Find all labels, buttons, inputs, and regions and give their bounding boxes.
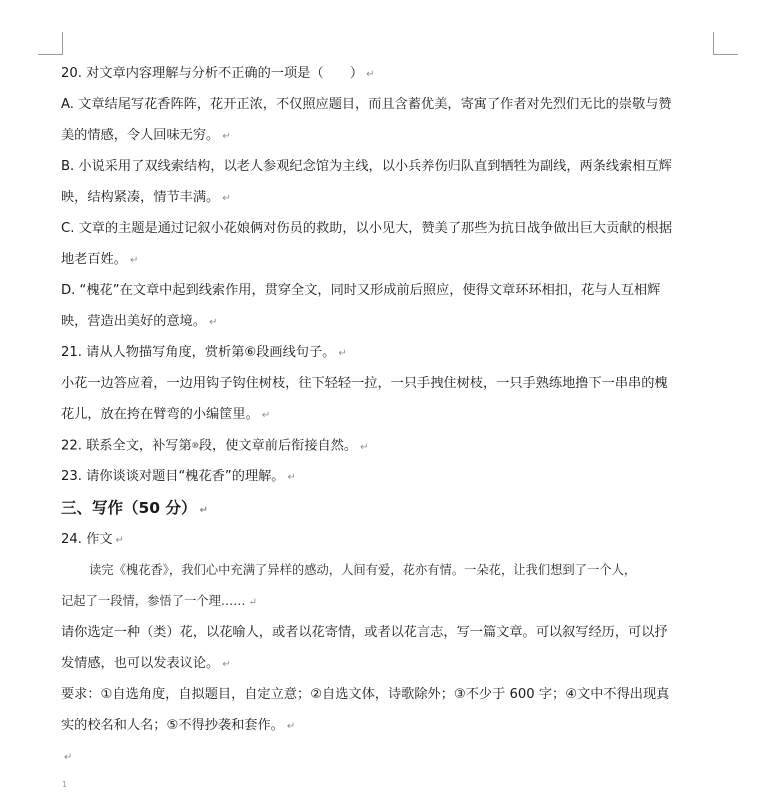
q20-option-a-line1: A. 文章结尾写花香阵阵，花开正浓，不仅照应题目，而且含蓄优美，寄寓了作者对先烈们无比的崇敬与赞 [61, 97, 672, 112]
paragraph-mark-icon: ↵ [222, 659, 231, 670]
q24-prompt-line2: 记起了一段情，参悟了一个理…… ↵ [61, 594, 257, 608]
paragraph-mark-icon: ↵ [338, 348, 347, 359]
q21-passage-line2: 花儿，放在挎在臂弯的小编筐里。 ↵ [61, 407, 271, 422]
paragraph-mark-icon: ↵ [199, 505, 208, 516]
paragraph-mark-icon: ↵ [287, 472, 296, 483]
q20-option-b-line2: 映，结构紧凑，情节丰满。 ↵ [61, 190, 231, 205]
q24-prompt-line1: 读完《槐花香》，我们心中充满了异样的感动，人间有爱，花亦有情。一朵花，让我们想到了一个人， [89, 563, 637, 577]
page-corner-top-left [38, 32, 63, 55]
paragraph-mark-icon: ↵ [64, 752, 73, 763]
q20-stem: 20. 对文章内容理解与分析不正确的一项是（ ） ↵ [61, 66, 375, 81]
q20-option-d-line2: 映，营造出美好的意境。 ↵ [61, 314, 218, 329]
paragraph-mark-icon: ↵ [261, 410, 271, 421]
q20-option-a-line2: 美的情感，令人回味无穷。 ↵ [61, 128, 231, 143]
empty-paragraph [61, 741, 721, 772]
paragraph-mark-icon: ↵ [360, 441, 369, 453]
q21-stem: 21. 请从人物描写角度，赏析第⑥段画线句子。 ↵ [61, 345, 347, 360]
q24-task-line1: 请你选定一种（类）花，以花喻人，或者以花寄情，或者以花言志，写一篇文章。可以叙写经历，可以抒 [61, 625, 668, 640]
paragraph-mark-icon: ↵ [129, 255, 139, 266]
paragraph-mark-icon: ↵ [366, 69, 375, 80]
q20-option-d-line1: D. “槐花”在文章中起到线索作用，贯穿全文，同时又形成前后照应，使得文章环环相扣，花与人互相辉 [61, 283, 661, 298]
q20-option-c-line1: C. 文章的主题是通过记叙小花娘俩对伤员的救助，以小见大，赞美了那些为抗日战争做出巨大贡献的根据 [61, 221, 673, 236]
paragraph-mark-icon: ↵ [115, 535, 124, 546]
section-three-heading: 三、写作（50 分） ↵ [61, 499, 208, 517]
q20-option-b-line1: B. 小说采用了双线索结构，以老人参观纪念馆为主线，以小兵养伤归队直到牺牲为副线，两条线索相互辉 [61, 159, 672, 174]
q22-stem: 22. 联系全文，补写第⑩段，使文章前后衔接自然。 ↵ [61, 438, 369, 454]
q24-requirements-line2: 实的校名和人名；⑤不得抄袭和套作。 ↵ [61, 718, 296, 733]
paragraph-mark-icon: ↵ [222, 131, 231, 142]
paragraph-mark-icon: ↵ [286, 721, 296, 732]
document-page [61, 58, 721, 772]
q24-task-line2: 发情感，也可以发表议论。 ↵ [61, 656, 231, 671]
paragraph-mark-icon: ↵ [248, 597, 257, 608]
q24-stem: 24. 作文 ↵ [61, 532, 124, 547]
q23-stem: 23. 请你谈谈对题目“槐花香”的理解。 ↵ [61, 469, 296, 484]
footer-page-mark: 1 [62, 780, 68, 789]
paragraph-number-circled: ⑩ [191, 441, 199, 450]
page-corner-top-right [713, 32, 738, 55]
q24-requirements-line1: 要求：①自选角度，自拟题目，自定立意；②自选文体，诗歌除外；③不少于 600 字；④文中不得出现真 [61, 687, 670, 702]
q20-option-c-line2: 地老百姓。 ↵ [61, 252, 139, 267]
paragraph-mark-icon: ↵ [222, 193, 231, 204]
q21-passage-line1: 小花一边答应着，一边用钩子钩住树枝，往下轻轻一拉，一只手拽住树枝，一只手熟练地撸下一串串的槐 [61, 376, 668, 391]
paragraph-mark-icon: ↵ [209, 317, 218, 328]
